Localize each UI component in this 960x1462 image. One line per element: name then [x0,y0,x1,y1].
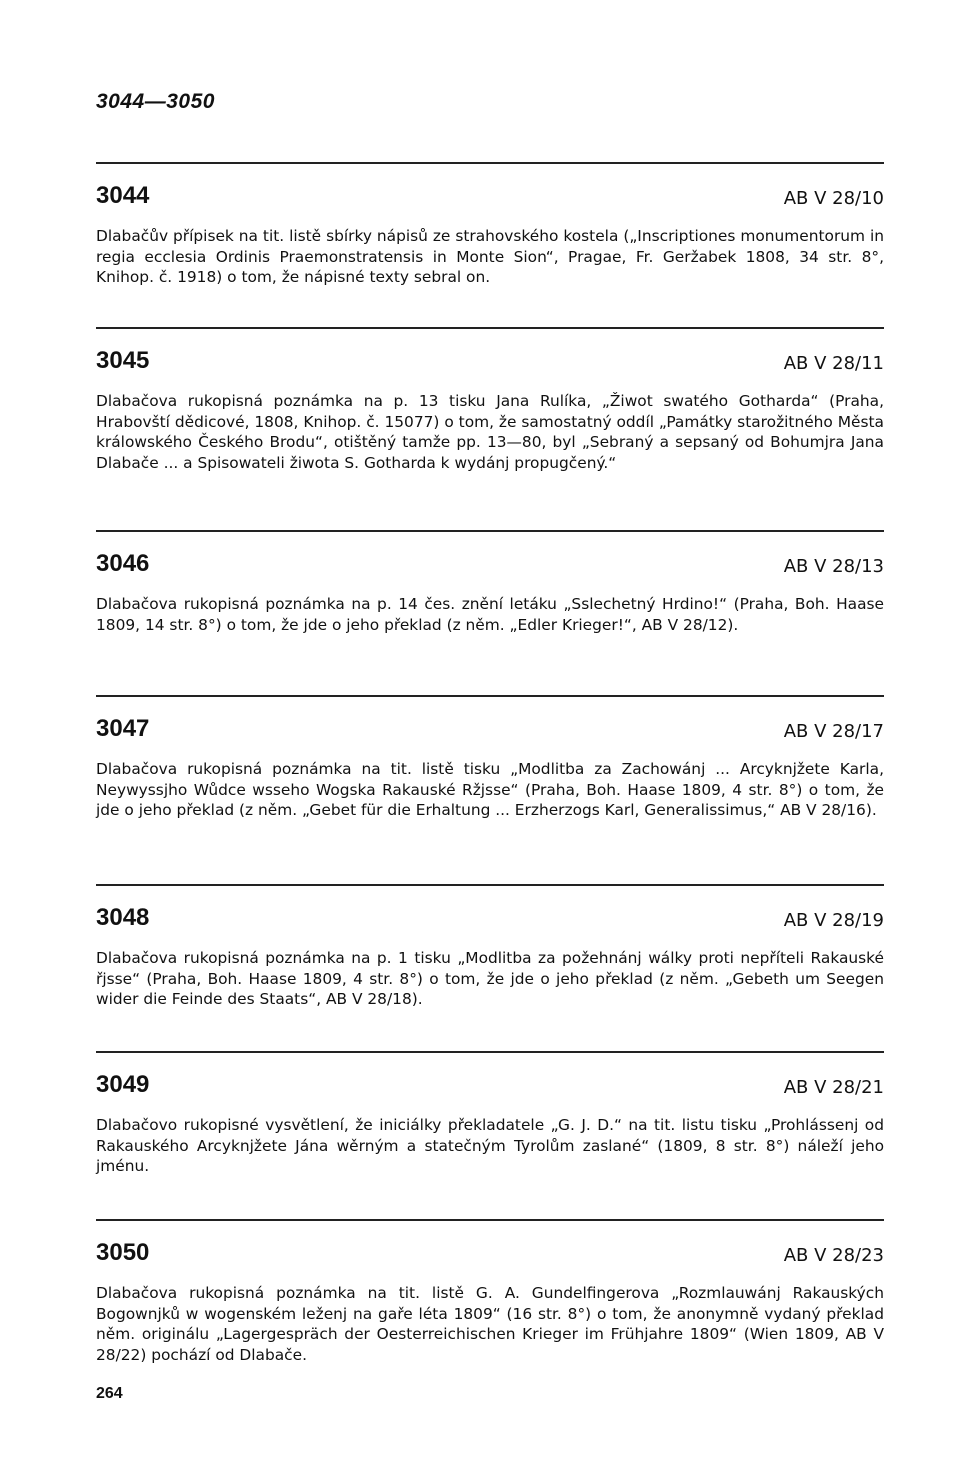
entry-signature: AB V 28/23 [783,1245,884,1266]
entry-divider [96,530,884,532]
entry-signature: AB V 28/19 [783,910,884,931]
entry-3049 [96,1051,884,1177]
entry-number: 3044 [96,182,150,209]
entry-signature: AB V 28/10 [783,188,884,209]
entry-number: 3050 [96,1239,150,1266]
entry-3044 [96,162,884,288]
entry-header [96,904,884,944]
entry-signature: AB V 28/17 [783,721,884,742]
entry-header [96,182,884,222]
entry-number: 3046 [96,550,150,577]
entry-header [96,1071,884,1111]
entry-signature: AB V 28/21 [783,1077,884,1098]
entry-3045 [96,327,884,473]
entry-text: Dlabačovo rukopisné vysvětlení, že iniciálky překladatele „G. J. D.“ na tit. listu tisku „Prohlássenj od Rakauského Arcyknjžete Jána wěrným a statečným Tyrolům zaslané“ (1809, 8 str. 8°) náleží jeho jménu. [96,1116,884,1175]
entry-number: 3045 [96,347,150,374]
entry-text: Dlabačova rukopisná poznámka na tit. listě G. A. Gundelfingerova „Rozmlauwánj Rakauských Bogownjků w wogenském leženj na gaře léta 1809“ (16 str. 8°) o tom, že anonymně vydaný překlad něm. originálu „Lagergespräch der Oesterreichischen Krieger im Frühjahre 1809“ (Wien 1809, AB V 28/22) pochází od Dlabače. [96,1284,884,1364]
entry-divider [96,327,884,329]
entry-text: Dlabačova rukopisná poznámka na p. 13 tisku Jana Rulíka, „Žiwot swatého Gotharda“ (Praha, Hrabovští dědicové, 1808, Knihop. č. 15077) o tom, že samostatný oddíl „Památky starožitného Města králowského Českého Brodu“, otištěný tamže pp. 13—80, byl „Sebraný a sepsaný od Bohumjra Jana Dlabače ... a Spisowateli žiwota S. Gotharda k wydánj propugčený.“ [96,392,884,472]
entry-signature: AB V 28/11 [783,353,884,374]
entry-divider [96,1219,884,1221]
entry-3047 [96,695,884,821]
entry-3050 [96,1219,884,1365]
entry-divider [96,695,884,697]
entry-number: 3047 [96,715,150,742]
entry-number: 3048 [96,904,150,931]
entry-header [96,715,884,755]
entry-header [96,1239,884,1279]
entry-text: Dlabačova rukopisná poznámka na tit. listě tisku „Modlitba za Zachowánj ... Arcyknjžete Karla, Neywyssjho Wůdce wsseho Wogska Rakauské Ržjsse“ (Praha, Boh. Haase 1809, 4 str. 8°) o tom, že jde o jeho překlad (z něm. „Gebet für die Erhaltung ... Erzherzogs Karl, Generalissimus,“ AB V 28/16). [96,760,884,819]
entry-text: Dlabačova rukopisná poznámka na p. 1 tisku „Modlitba za požehnánj wálky proti nepříteli Rakauské řjsse“ (Praha, Boh. Haase 1809, 4 str. 8°) o tom, že jde o jeho překlad (z něm. „Gebeth um Seegen wider die Feinde des Staats“, AB V 28/18). [96,949,884,1008]
entry-text: Dlabačova rukopisná poznámka na p. 14 čes. znění letáku „Sslechetný Hrdino!“ (Praha, Boh. Haase 1809, 14 str. 8°) o tom, že jde o jeho překlad (z něm. „Edler Krieger!“, AB V 28/12). [96,595,884,634]
entry-3046 [96,530,884,635]
entry-3048 [96,884,884,1010]
entry-header [96,550,884,590]
running-head: 3044—3050 [96,90,215,113]
entry-signature: AB V 28/13 [783,556,884,577]
entry-divider [96,884,884,886]
entry-divider [96,1051,884,1053]
entry-divider [96,162,884,164]
entry-number: 3049 [96,1071,150,1098]
entry-header [96,347,884,387]
page-number: 264 [96,1385,123,1402]
entry-text: Dlabačův přípisek na tit. listě sbírky nápisů ze strahovského kostela („Inscriptiones monumentorum in regia ecclesia Ordinis Praemonstratensis in Monte Sion“, Pragae, Fr. Geržabek 1808, 34 str. 8°, Knihop. č. 1918) o tom, že nápisné texty sebral on. [96,227,884,286]
